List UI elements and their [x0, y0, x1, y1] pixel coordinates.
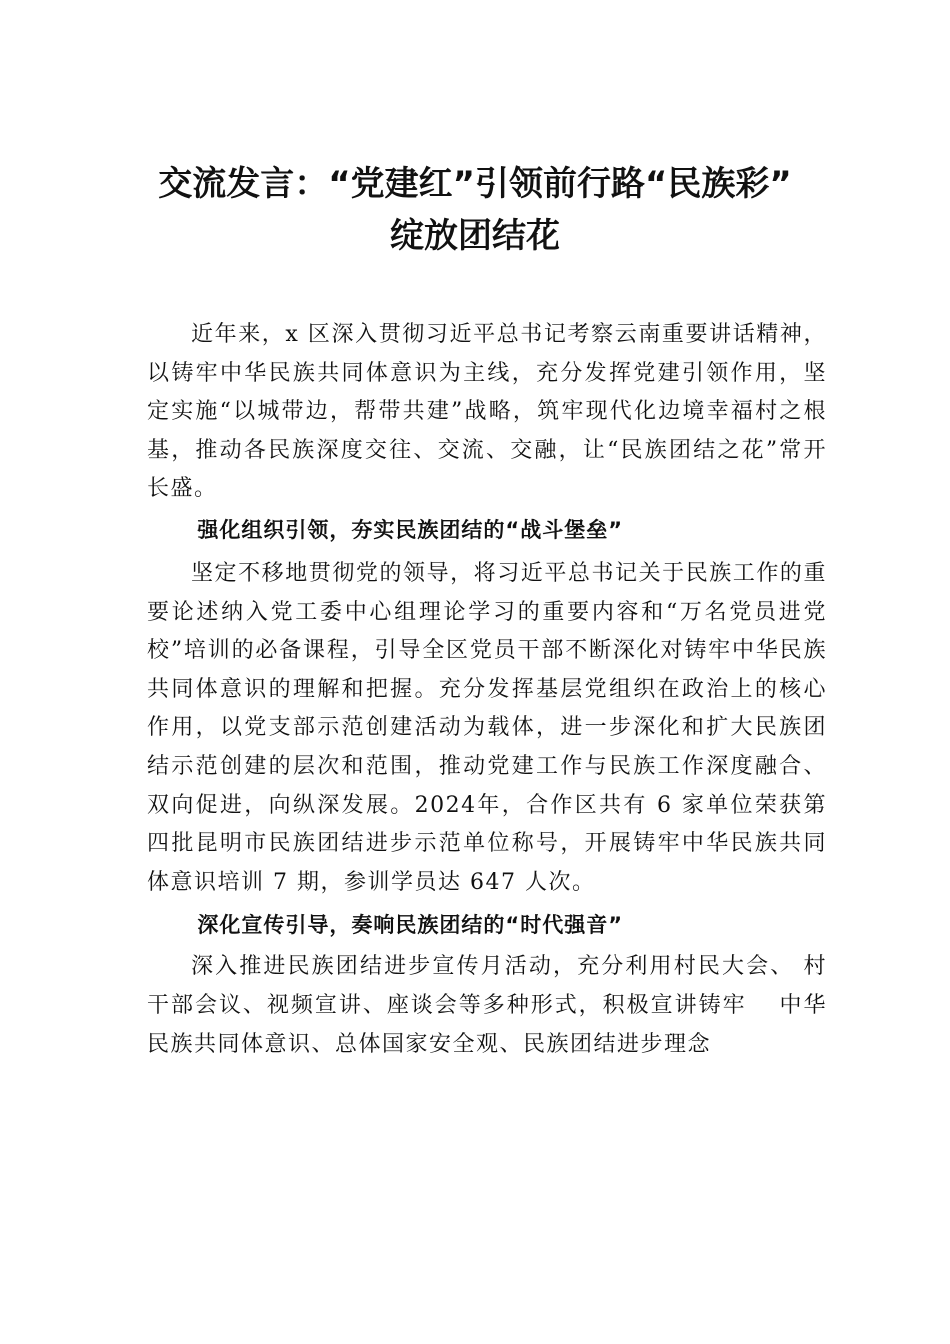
paragraph-section-1: 坚定不移地贯彻党的领导，将习近平总书记关于民族工作的重要论述纳入党工委中心组理论学习的重要内容和“万名党员进党校”培训的必备课程，引导全区党员干部不断深化对铸牢中华民族共同体意识的理解和把握。充分发挥基层党组织在政治上的核心作用，以党支部示范创建活动为载体，进一步深化和扩大民族团结示范创建的层次和范围，推动党建工作与民族工作深度融合、双向促进，向纵深发展。2024年，合作区共有 6 家单位荣获第四批昆明市民族团结进步示范单位称号，开展铸牢中华民族共同体意识培训 7 期，参训学员达 647 人次。 — [147, 560, 827, 895]
section-heading-2: 深化宣传引导，奏响民族团结的“时代强音” — [197, 913, 623, 938]
section-heading-1: 强化组织引领，夯实民族团结的“战斗堡垒” — [197, 517, 623, 542]
document-body — [147, 316, 827, 1064]
title-line-2: 绽放团结花 — [390, 216, 560, 256]
paragraph-intro: 近年来，x 区深入贯彻习近平总书记考察云南重要讲话精神，以铸牢中华民族共同体意识为主线，充分发挥党建引领作用，坚定实施“以城带边，帮带共建”战略，筑牢现代化边境幸福村之根基，推动各民族深度交往、交流、交融，让“民族团结之花”常开长盛。 — [147, 322, 827, 502]
document-title — [100, 158, 850, 262]
paragraph-section-2: 深入推进民族团结进步宣传月活动，充分利用村民大会、 村干部会议、视频宣讲、座谈会等多种形式，积极宣讲铸牢 中华民族共同体意识、总体国家安全观、民族团结进步理念 — [147, 954, 827, 1057]
title-line-1: 交流发言：“党建红”引领前行路“民族彩” — [158, 164, 792, 204]
